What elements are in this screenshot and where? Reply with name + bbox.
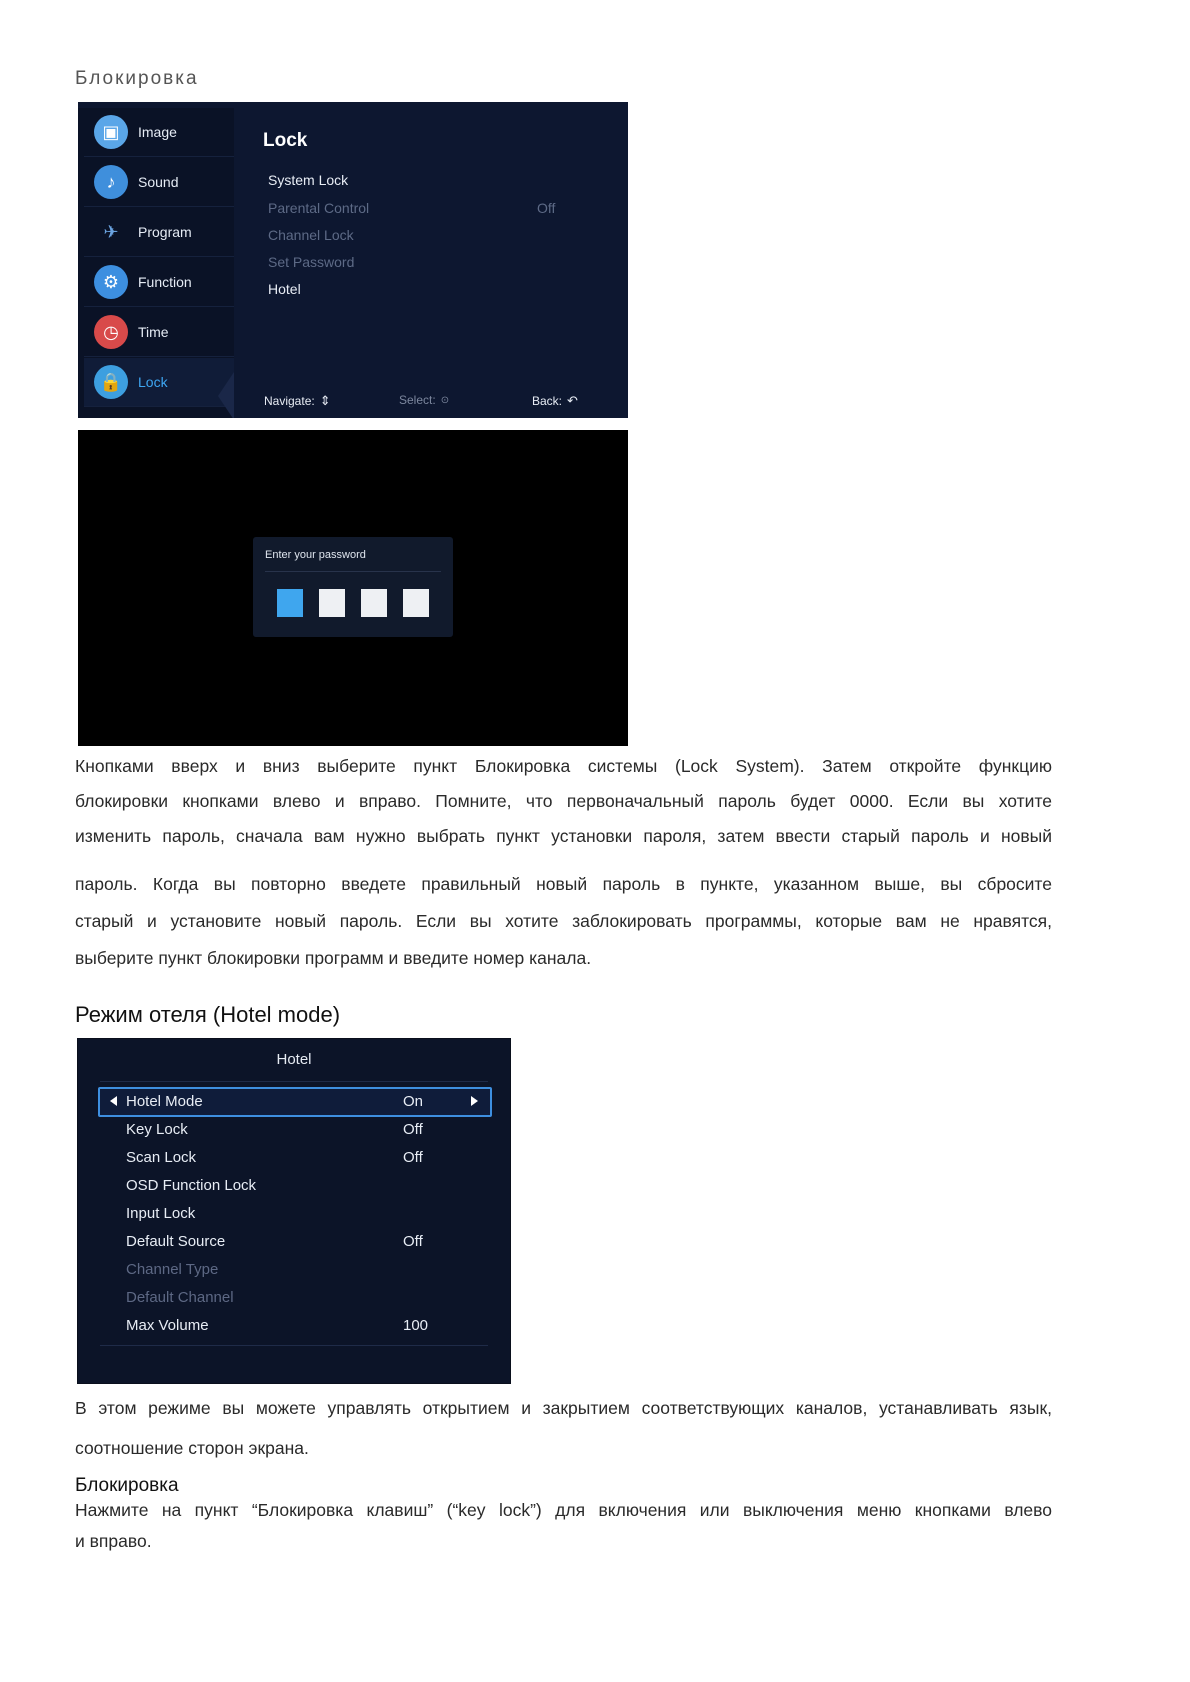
hotel-title: Hotel: [276, 1051, 312, 1068]
row-label: Default Source: [126, 1233, 226, 1250]
password-dialog: [253, 537, 453, 637]
clock-icon: ◷: [94, 315, 128, 349]
row-label: Key Lock: [126, 1121, 188, 1138]
hotel-row-max-volume[interactable]: [126, 1314, 466, 1338]
gear-icon: ⚙: [94, 265, 128, 299]
divider: [265, 571, 441, 572]
divider: [100, 1345, 488, 1346]
option-channel-lock: Channel Lock: [268, 227, 354, 243]
back-label: Back:: [532, 394, 563, 408]
sidebar-item-image[interactable]: [84, 108, 234, 157]
text-line: Кнопками вверх и вниз выберите пункт Блокировка системы (Lock System). Затем откройте функцию: [75, 756, 1052, 776]
sidebar-item-label: Program: [138, 224, 192, 240]
option-hotel[interactable]: Hotel: [268, 281, 301, 297]
lock-panel: [234, 102, 628, 418]
password-digit[interactable]: [277, 589, 303, 617]
password-digit[interactable]: [319, 589, 345, 617]
password-digit[interactable]: [403, 589, 429, 617]
text-line: пароль. Когда вы повторно введете правильный новый пароль в пункте, указанном выше, вы сбросите: [75, 874, 1052, 894]
image-icon: ▣: [94, 115, 128, 149]
text-line: изменить пароль, сначала вам нужно выбрать пункт установки пароля, затем ввести старый пароль и новый: [75, 826, 1052, 846]
row-value: Off: [403, 1121, 423, 1138]
sidebar-item-time[interactable]: [84, 308, 234, 357]
updown-icon: ⇕: [319, 393, 331, 408]
active-indicator: [218, 372, 234, 418]
password-digit[interactable]: [361, 589, 387, 617]
panel-title: Lock: [263, 130, 308, 151]
footer-navigate: [264, 393, 331, 409]
tv-sidebar: [78, 108, 234, 418]
ok-icon: ⊙: [440, 394, 450, 406]
heading-hotel-mode: Режим отеля (Hotel mode): [75, 1002, 341, 1027]
hotel-row-key-lock[interactable]: [126, 1118, 466, 1142]
hotel-row-input-lock[interactable]: [126, 1202, 466, 1226]
arrow-right-icon[interactable]: [471, 1096, 478, 1106]
divider: [100, 1081, 488, 1082]
text-line: старый и установите новый пароль. Если вы хотите заблокировать программы, которые вам не нравятся,: [75, 911, 1052, 931]
row-label: Input Lock: [126, 1205, 196, 1222]
text-line: блокировки кнопками влево и вправо. Помните, что первоначальный пароль будет 0000. Если вы хотите: [75, 791, 1052, 811]
option-set-password: Set Password: [268, 254, 355, 270]
hotel-row-hotel-mode[interactable]: [126, 1090, 466, 1114]
text-line: и вправо.: [75, 1531, 152, 1551]
hotel-row-default-source[interactable]: [126, 1230, 466, 1254]
password-label: Enter your password: [265, 549, 366, 561]
option-system-lock[interactable]: System Lock: [268, 172, 349, 188]
lock-menu-screenshot: [78, 102, 628, 418]
parental-control-value: Off: [537, 200, 556, 216]
hotel-row-channel-type: [126, 1258, 466, 1282]
row-label: Channel Type: [126, 1261, 219, 1278]
row-value: Off: [403, 1233, 423, 1250]
sidebar-item-label: Function: [138, 274, 192, 290]
row-label: OSD Function Lock: [126, 1177, 257, 1194]
row-label: Max Volume: [126, 1317, 209, 1334]
sidebar-item-program[interactable]: [84, 208, 234, 257]
hotel-row-scan-lock[interactable]: [126, 1146, 466, 1170]
arrow-left-icon[interactable]: [110, 1096, 117, 1106]
text-line: В этом режиме вы можете управлять открытием и закрытием соответствующих каналов, устанавливать язык,: [75, 1398, 1052, 1418]
section-title: Блокировка: [75, 68, 199, 89]
satellite-icon: ✈: [103, 221, 119, 242]
sound-icon: ♪: [94, 165, 128, 199]
sidebar-item-label: Image: [138, 124, 177, 140]
row-value: Off: [403, 1149, 423, 1166]
row-value: On: [403, 1093, 424, 1110]
text-line: соотношение сторон экрана.: [75, 1438, 309, 1458]
sidebar-item-sound[interactable]: [84, 158, 234, 207]
option-parental-control: Parental Control: [268, 200, 370, 216]
row-value: 100: [403, 1317, 429, 1334]
back-arrow-icon: ↶: [567, 393, 578, 408]
hotel-menu-screenshot: [77, 1038, 511, 1384]
sidebar-item-label: Lock: [138, 374, 168, 390]
hotel-row-default-channel: [126, 1286, 466, 1310]
password-screenshot: [78, 430, 628, 746]
row-label: Default Channel: [126, 1289, 234, 1306]
sidebar-item-label: Sound: [138, 174, 179, 190]
footer-back: [532, 393, 578, 409]
sidebar-item-lock[interactable]: [84, 358, 234, 407]
footer-select: [399, 393, 449, 407]
text-line: выберите пункт блокировки программ и введите номер канала.: [75, 948, 592, 968]
row-label: Hotel Mode: [126, 1093, 203, 1110]
sidebar-item-function[interactable]: [84, 258, 234, 307]
select-label: Select:: [399, 393, 436, 407]
navigate-label: Navigate:: [264, 394, 315, 408]
sidebar-item-label: Time: [138, 324, 169, 340]
row-label: Scan Lock: [126, 1149, 197, 1166]
heading-lock: Блокировка: [75, 1475, 179, 1496]
lock-icon: 🔒: [94, 365, 128, 399]
hotel-row-osd-function-lock[interactable]: [126, 1174, 466, 1198]
text-line: Нажмите на пункт “Блокировка клавиш” (“key lock”) для включения или выключения меню кнопками влево: [75, 1500, 1052, 1520]
